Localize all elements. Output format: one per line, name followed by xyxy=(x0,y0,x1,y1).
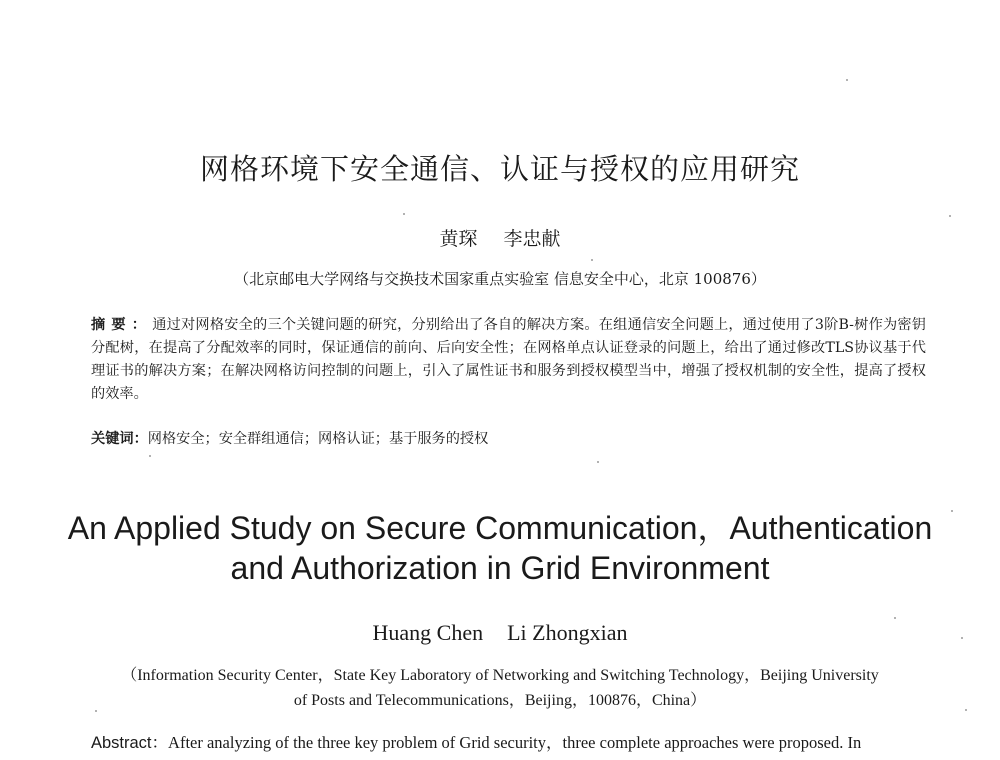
scan-speck xyxy=(846,79,848,81)
english-title xyxy=(0,508,1000,588)
scan-speck xyxy=(403,213,405,215)
english-affiliation-line-2: of Posts and Telecommunications，Beijing，100876，China） xyxy=(293,692,707,709)
scan-speck xyxy=(597,461,599,463)
english-author-1: Huang Chen xyxy=(372,620,484,645)
scan-speck xyxy=(894,617,896,619)
chinese-author-2: 李忠献 xyxy=(503,228,561,250)
english-authors xyxy=(0,620,1000,646)
chinese-keywords-label: 关键词： xyxy=(91,431,148,447)
chinese-keywords xyxy=(91,428,926,451)
chinese-keywords-text: 网格安全；安全群组通信；网格认证；基于服务的授权 xyxy=(147,431,489,447)
english-title-line-1: An Applied Study on Secure Communication，Authentication xyxy=(67,510,933,546)
english-title-line-2: and Authorization in Grid Environment xyxy=(230,550,770,586)
chinese-authors xyxy=(0,224,1000,251)
scan-speck xyxy=(951,510,953,512)
scan-speck xyxy=(949,215,951,217)
chinese-abstract xyxy=(91,314,926,406)
english-affiliation xyxy=(60,663,940,713)
scan-speck xyxy=(149,455,151,457)
english-abstract xyxy=(91,732,951,754)
scan-speck xyxy=(965,709,967,711)
english-author-2: Li Zhongxian xyxy=(507,620,628,645)
english-abstract-label: Abstract： xyxy=(91,734,169,752)
scan-speck xyxy=(961,637,963,639)
chinese-author-1: 黄琛 xyxy=(439,228,478,250)
scan-speck xyxy=(95,710,97,712)
chinese-abstract-label: 摘要： xyxy=(91,317,153,333)
english-abstract-text: After analyzing of the three key problem of Grid security，three complete approaches were proposed. In xyxy=(168,733,862,752)
chinese-affiliation: （北京邮电大学网络与交换技术国家重点实验室 信息安全中心，北京 100876） xyxy=(234,270,766,288)
chinese-abstract-text: 通过对网格安全的三个关键问题的研究，分别给出了各自的解决方案。在组通信安全问题上，通过使用了3阶B-树作为密钥分配树，在提高了分配效率的同时，保证通信的前向、后向安全性；在网格单点认证登录的问题上，给出了通过修改TLS协议基于代理证书的解决方案；在解决网格访问控制的问题上，引入了属性证书和服务到授权模型当中，增强了授权机制的安全性，提高了授权的效率。 xyxy=(91,317,926,402)
english-affiliation-line-1: （Information Security Center，State Key Laboratory of Networking and Switching Technology，Beijing University xyxy=(121,667,879,684)
chinese-title: 网格环境下安全通信、认证与授权的应用研究 xyxy=(199,152,800,186)
scan-speck xyxy=(591,259,593,261)
